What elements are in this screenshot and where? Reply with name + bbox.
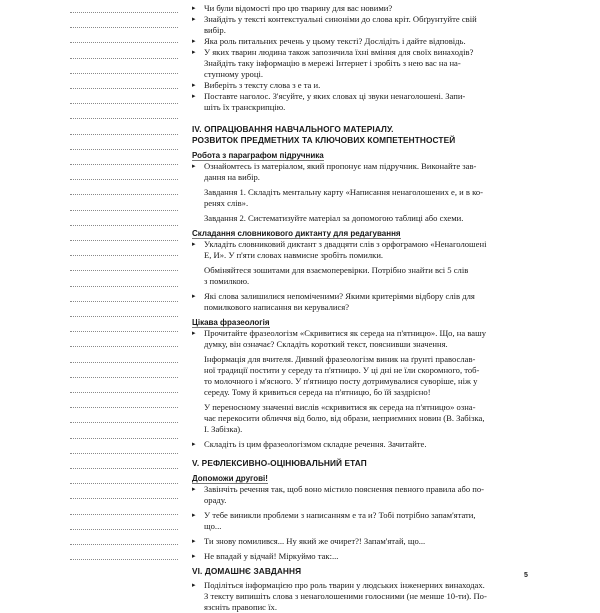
- margin-note-line: [70, 103, 178, 104]
- bullet-item: ▸ Завінчіть речення так, щоб воно містило пояснення певного правила або по-: [192, 484, 485, 494]
- section-heading: V. РЕФЛЕКСИВНО-ОЦІНЮВАЛЬНИЙ ЕТАП: [192, 458, 367, 468]
- section-heading: VI. ДОМАШНЄ ЗАВДАННЯ: [192, 566, 302, 576]
- text-line: середу. Тому й кривиться середа на п'ятницю, бо їй заздрісно!: [204, 387, 431, 397]
- margin-note-line: [70, 42, 178, 43]
- margin-note-line: [70, 225, 178, 226]
- text-line: ренях слів».: [204, 198, 249, 208]
- margin-note-line: [70, 286, 178, 287]
- margin-note-line: [70, 362, 178, 363]
- margin-note-line: [70, 12, 178, 13]
- margin-note-line: [70, 468, 178, 469]
- bullet-arrow-icon: ▸: [192, 511, 196, 519]
- bullet-arrow-icon: ▸: [192, 81, 196, 89]
- bullet-item: ▸ Прочитайте фразеологізм «Скривитися як середа на п'ятницю». Що, на вашу: [192, 328, 487, 338]
- margin-note-line: [70, 210, 178, 211]
- margin-note-line: [70, 331, 178, 332]
- bullet-arrow-icon: ▸: [192, 92, 196, 100]
- bullet-item: ▸ Яка роль питальних речень у цьому тексті? Дослідіть і дайте відповідь.: [192, 36, 466, 46]
- margin-note-line: [70, 392, 178, 393]
- margin-note-line: [70, 255, 178, 256]
- text-line: У переносному значенні вислів «скривитися як середа на п'ятницю» озна-: [204, 402, 476, 412]
- subsection-heading: Складання словникового диктанту для редагування: [192, 229, 401, 238]
- text-line: Обміняйтеся зошитами для взаємоперевірки. Потрібно знайти всі 5 слів: [204, 265, 469, 275]
- bullet-item: ▸ Не впадай у відчай! Міркуймо так:...: [192, 551, 339, 561]
- text-line: чає перекосити обличчя від болю, від образи, неприємних новин (В. Забізка,: [204, 413, 485, 423]
- subsection-heading: Робота з параграфом підручника: [192, 151, 324, 160]
- bullet-item: ▸ Знайдіть у тексті контекстуальні синоніми до слова кріт. Обґрунтуйте свій: [192, 14, 477, 24]
- bullet-arrow-icon: ▸: [192, 15, 196, 23]
- bullet-arrow-icon: ▸: [192, 581, 196, 589]
- text-line: З тексту випишіть слова з ненаголошеними голосними (не менше 10-ти). По-: [204, 591, 487, 601]
- margin-note-line: [70, 179, 178, 180]
- text-line: Е, И». У п'яти словах навмисне зробіть помилки.: [204, 250, 384, 260]
- margin-note-line: [70, 514, 178, 515]
- text-line: шіть їх транскрипцію.: [204, 102, 286, 112]
- margin-note-line: [70, 422, 178, 423]
- text-line: то молочного і м'ясного. У п'ятницю посту дотримувалися суворіше, ніж у: [204, 376, 478, 386]
- bullet-item: ▸ Поставте наголос. З'ясуйте, у яких словах ці звуки ненаголошені. Запи-: [192, 91, 466, 101]
- margin-note-line: [70, 118, 178, 119]
- bullet-item: ▸ У тебе виникли проблеми з написанням е та и? Тобі потрібно запам'ятати,: [192, 510, 476, 520]
- bullet-item: ▸ Ти знову помилився... Ну який же очирет?! Запам'ятай, що...: [192, 536, 426, 546]
- margin-note-line: [70, 58, 178, 59]
- bullet-arrow-icon: ▸: [192, 48, 196, 56]
- subsection-heading: Цікава фразеологія: [192, 318, 270, 327]
- margin-note-line: [70, 498, 178, 499]
- margin-note-line: [70, 194, 178, 195]
- text-line: Завдання 2. Систематизуйте матеріал за допомогою таблиці або схеми.: [204, 213, 464, 223]
- bullet-item: ▸ Складіть із цим фразеологізмом складне речення. Зачитайте.: [192, 439, 427, 449]
- page-number: 5: [524, 572, 528, 579]
- text-line: ної традиції постити у середу та п'ятницю. У ці дні не їли скоромного, тоб-: [204, 365, 480, 375]
- text-line: ораду.: [204, 495, 227, 505]
- margin-note-line: [70, 240, 178, 241]
- bullet-item: ▸ Чи були відомості про цю тварину для вас новими?: [192, 3, 393, 13]
- bullet-item: ▸ Ознайомтесь із матеріалом, який пропонує нам підручник. Виконайте зав-: [192, 161, 477, 171]
- note-margin-lines: [70, 0, 178, 600]
- bullet-arrow-icon: ▸: [192, 537, 196, 545]
- bullet-item: ▸ Виберіть з тексту слова з е та и.: [192, 80, 321, 90]
- margin-note-line: [70, 316, 178, 317]
- text-line: Інформація для вчителя. Дивний фразеологізм виник на ґрунті православ-: [204, 354, 476, 364]
- text-line: помилкового написання ви керувалися?: [204, 302, 350, 312]
- margin-note-line: [70, 164, 178, 165]
- margin-note-line: [70, 544, 178, 545]
- bullet-item: ▸ Укладіть словниковий диктант з двадцяти слів з орфограмою «Ненаголошені: [192, 239, 487, 249]
- bullet-item: ▸ У яких тварин людина також запозичила їхні вміння для своїх винаходів?: [192, 47, 474, 57]
- text-line: ступному уроці.: [204, 69, 263, 79]
- text-line: язсніть правопис їх.: [204, 602, 277, 612]
- margin-note-line: [70, 438, 178, 439]
- bullet-arrow-icon: ▸: [192, 37, 196, 45]
- bullet-arrow-icon: ▸: [192, 4, 196, 12]
- margin-note-line: [70, 377, 178, 378]
- text-line: дання на вибір.: [204, 172, 260, 182]
- margin-note-line: [70, 346, 178, 347]
- bullet-arrow-icon: ▸: [192, 440, 196, 448]
- text-line: вибір.: [204, 25, 226, 35]
- bullet-arrow-icon: ▸: [192, 552, 196, 560]
- bullet-arrow-icon: ▸: [192, 240, 196, 248]
- margin-note-line: [70, 149, 178, 150]
- margin-note-line: [70, 407, 178, 408]
- margin-note-line: [70, 73, 178, 74]
- section-heading: РОЗВИТОК ПРЕДМЕТНИХ ТА КЛЮЧОВИХ КОМПЕТЕНТНОСТЕЙ: [192, 135, 456, 145]
- margin-note-line: [70, 301, 178, 302]
- bullet-item: ▸ Які слова залишилися непоміченими? Якими критеріями відбору слів для: [192, 291, 475, 301]
- bullet-arrow-icon: ▸: [192, 329, 196, 337]
- margin-note-line: [70, 529, 178, 530]
- text-line: Завдання 1. Складіть ментальну карту «Написання ненаголошених е, и в ко-: [204, 187, 483, 197]
- text-line: Знайдіть таку інформацію в мережі Інтернет і зробіть з нею вас на на-: [204, 58, 461, 68]
- margin-note-line: [70, 134, 178, 135]
- text-line: що...: [204, 521, 222, 531]
- bullet-arrow-icon: ▸: [192, 292, 196, 300]
- subsection-heading: Допоможи другові!: [192, 474, 268, 483]
- margin-note-line: [70, 88, 178, 89]
- bullet-arrow-icon: ▸: [192, 485, 196, 493]
- margin-note-line: [70, 453, 178, 454]
- text-line: думку, він означає? Складіть короткий текст, пояснивши значення.: [204, 339, 448, 349]
- margin-note-line: [70, 483, 178, 484]
- text-line: І. Забізка).: [204, 424, 243, 434]
- margin-note-line: [70, 27, 178, 28]
- bullet-arrow-icon: ▸: [192, 162, 196, 170]
- section-heading: IV. ОПРАЦЮВАННЯ НАВЧАЛЬНОГО МАТЕРІАЛУ.: [192, 124, 394, 134]
- bullet-item: ▸ Поділіться інформацією про роль тварин у людських інженерних винаходах.: [192, 580, 485, 590]
- margin-note-line: [70, 270, 178, 271]
- margin-note-line: [70, 559, 178, 560]
- text-line: з помилкою.: [204, 276, 250, 286]
